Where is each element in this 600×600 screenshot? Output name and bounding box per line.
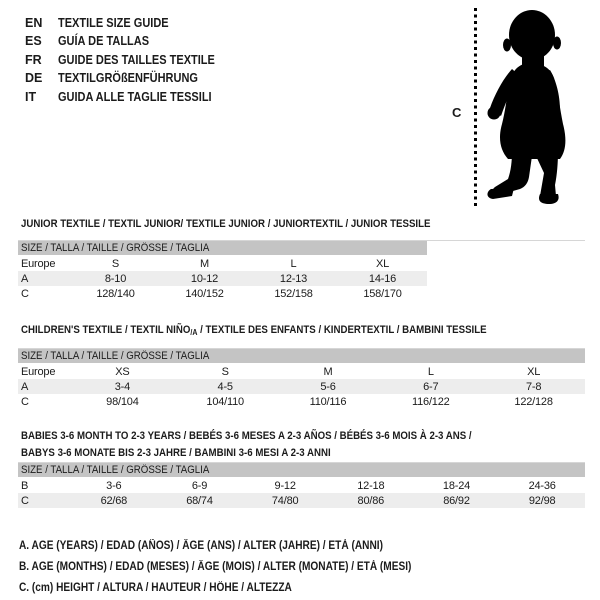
height-value: 62/68: [100, 494, 128, 507]
age-value: 3-4: [114, 380, 131, 393]
height-value: 104/110: [206, 395, 244, 408]
language-code: FR: [25, 52, 42, 67]
age-value: 14-16: [368, 272, 397, 285]
babies-title-line2: BABYS 3-6 MONATE BIS 2-3 JAHRE / BAMBINI 3-6 MESI A 2-3 ANNI: [21, 447, 331, 459]
size-column-header: XL: [527, 365, 541, 378]
months-value: 18-24: [442, 479, 471, 492]
babies-size-header-bar: [18, 463, 585, 477]
language-title: TEXTILGRÖßENFÜHRUNG: [58, 71, 198, 86]
children-size-table: [18, 348, 585, 409]
size-column-header: L: [427, 365, 434, 378]
height-value: 158/170: [363, 287, 402, 300]
region-label: Europe: [21, 365, 56, 378]
row-label: C: [21, 494, 29, 507]
babies-section-title: [21, 428, 533, 462]
height-value: 116/122: [412, 395, 450, 408]
size-column-header: S: [111, 257, 120, 270]
region-label: Europe: [21, 257, 56, 270]
junior-size-table: [18, 240, 585, 301]
junior-height-row: [18, 286, 427, 301]
height-value: 122/128: [514, 395, 553, 408]
language-code: IT: [25, 89, 37, 104]
size-header-text: SIZE / TALLA / TAILLE / GRÖSSE / TAGLIA: [21, 242, 210, 254]
language-row-es: [25, 32, 236, 50]
size-header-text: SIZE / TALLA / TAILLE / GRÖSSE / TAGLIA: [21, 464, 210, 476]
height-value: 74/80: [271, 494, 299, 507]
junior-age-row: [18, 271, 427, 286]
junior-region-row: [18, 256, 427, 271]
row-label: C: [21, 395, 29, 408]
months-value: 3-6: [106, 479, 122, 492]
height-value: 110/116: [309, 395, 347, 408]
months-value: 9-12: [274, 479, 296, 492]
row-label: C: [21, 287, 29, 300]
children-title-pre: CHILDREN'S TEXTILE / TEXTIL NIÑO: [21, 324, 191, 336]
children-height-row: [18, 394, 585, 409]
months-value: 6-9: [191, 479, 208, 492]
language-title: GUIDA ALLE TAGLIE TESSILI: [58, 89, 212, 104]
row-label: A: [21, 272, 29, 285]
row-label: A: [21, 380, 29, 393]
babies-title-line1: BABIES 3-6 MONTH TO 2-3 YEARS / BEBÉS 3-6 MESES A 2-3 AÑOS / BÉBÉS 3-6 MOIS À 2-3 ANS /: [21, 430, 472, 442]
age-value: 12-13: [279, 272, 308, 285]
age-value: 5-6: [320, 380, 336, 393]
language-code: ES: [25, 34, 42, 49]
height-value: 68/74: [186, 494, 213, 507]
size-column-header: XL: [375, 257, 390, 270]
children-section-title: [21, 324, 550, 339]
height-value: 98/104: [106, 395, 139, 408]
height-measure-dotted-line: [474, 8, 477, 207]
children-title-post: / TEXTILE DES ENFANTS / KINDERTEXTIL / BAMBINI TESSILE: [197, 324, 487, 336]
size-column-header: M: [200, 257, 209, 270]
age-value: 8-10: [104, 272, 127, 285]
legend-line-a: A. AGE (YEARS) / EDAD (AÑOS) / ÂGE (ANS) / ALTER (JAHRE) / ETÀ (ANNI): [19, 540, 383, 552]
language-row-en: [25, 14, 236, 32]
language-code: EN: [25, 16, 43, 30]
row-label: B: [21, 479, 29, 492]
children-size-header-bar: [18, 349, 585, 363]
language-row-de: [25, 69, 236, 87]
language-row-fr: [25, 51, 236, 69]
size-column-header: L: [290, 257, 297, 270]
junior-section-title: JUNIOR TEXTILE / TEXTIL JUNIOR/ TEXTILE JUNIOR / JUNIORTEXTIL / JUNIOR TESSILE: [21, 218, 431, 230]
junior-size-header-bar: [18, 241, 427, 255]
language-row-it: [25, 88, 236, 106]
legend-block: [19, 536, 465, 599]
months-value: 12-18: [357, 479, 385, 492]
babies-size-table: [18, 462, 585, 508]
size-column-header: XS: [115, 365, 130, 378]
height-measure-c-label: C: [452, 105, 462, 120]
age-value: 4-5: [217, 380, 233, 393]
children-title-sub: /A: [190, 328, 198, 337]
age-value: 6-7: [423, 380, 439, 393]
age-value: 10-12: [190, 272, 219, 285]
height-value: 80/86: [357, 494, 385, 507]
size-column-header: S: [221, 365, 229, 378]
height-value: 86/92: [443, 494, 470, 507]
children-region-row: [18, 364, 585, 379]
age-value: 7-8: [525, 380, 542, 393]
language-title: TEXTILE SIZE GUIDE: [58, 16, 169, 30]
height-value: 152/158: [274, 287, 313, 300]
size-header-text: SIZE / TALLA / TAILLE / GRÖSSE / TAGLIA: [21, 350, 210, 362]
language-title: GUÍA DE TALLAS: [58, 34, 150, 49]
height-value: 140/152: [185, 287, 224, 300]
language-title-block: [25, 14, 236, 106]
babies-height-row: [18, 493, 585, 508]
height-value: 92/98: [528, 494, 556, 507]
height-value: 128/140: [96, 287, 135, 300]
size-column-header: M: [323, 365, 333, 378]
legend-line-b: B. AGE (MONTHS) / EDAD (MESES) / ÂGE (MOIS) / ALTER (MONATE) / ETÀ (MESI): [19, 561, 412, 573]
months-value: 24-36: [528, 479, 556, 492]
babies-months-row: [18, 478, 585, 493]
language-code: DE: [25, 71, 43, 86]
language-title: GUIDE DES TAILLES TEXTILE: [58, 52, 215, 67]
children-age-row: [18, 379, 585, 394]
toddler-silhouette-image: [486, 7, 574, 211]
legend-line-c: C. (cm) HEIGHT / ALTURA / HAUTEUR / HÖHE / ALTEZZA: [19, 582, 292, 594]
